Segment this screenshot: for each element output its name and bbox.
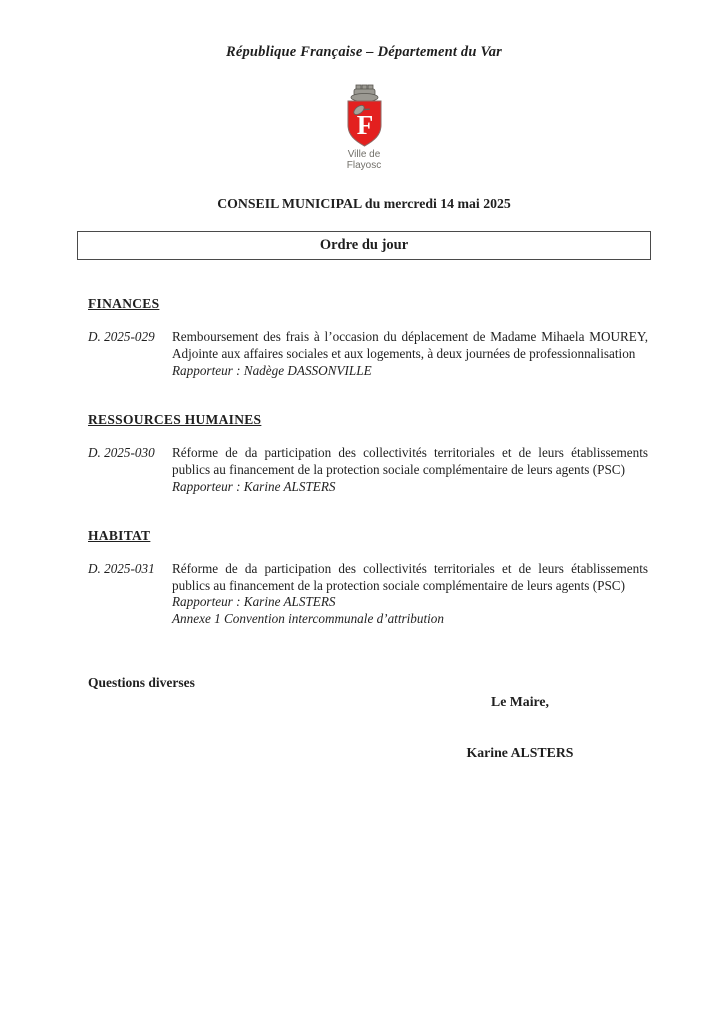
logo-caption-line2: Flayosc [346, 160, 382, 171]
questions-diverses-label: Questions diverses [88, 674, 195, 690]
section-title-habitat: HABITAT [88, 527, 151, 543]
section-title-finances: FINANCES [88, 296, 160, 311]
signature-name: Karine ALSTERS [466, 744, 574, 760]
item-rapporteur: Rapporteur : Karine ALSTERS [172, 594, 336, 610]
crown-icon [351, 85, 378, 102]
item-body [172, 329, 648, 379]
item-rapporteur: Rapporteur : Karine ALSTERS [172, 478, 336, 494]
item-number: D. 2025-030 [88, 445, 155, 461]
agenda-item [88, 561, 648, 628]
agenda-box [77, 231, 651, 260]
item-number: D. 2025-029 [88, 329, 155, 344]
section-title-ressources-humaines: RESSOURCES HUMAINES [88, 412, 262, 428]
item-annexe: Annexe 1 Convention intercommunale d’attribution [172, 611, 444, 627]
flayosc-crest-icon [334, 84, 394, 148]
shield-icon [348, 101, 381, 146]
item-body [172, 561, 648, 628]
logo-caption-line1: Ville de [347, 149, 381, 160]
shield-letter: F [356, 110, 374, 140]
item-text: Réforme de da participation des collectivités territoriales et de leurs établissements publics au financement de la protection sociale complémentaire de leurs agents (PSC) [172, 445, 648, 478]
signature-role: Le Maire, [491, 693, 549, 709]
item-body [172, 445, 648, 495]
item-rapporteur: Rapporteur : Nadège DASSONVILLE [172, 362, 372, 378]
item-text: Remboursement des frais à l’occasion du déplacement de Madame Mihaela MOUREY, Adjointe aux affaires sociales et aux logements, à deux journées de professionnalisation [172, 329, 648, 361]
agenda-item [88, 445, 648, 495]
item-text: Réforme de da participation des collectivités territoriales et de leurs établissements publics au financement de la protection sociale complémentaire de leurs agents (PSC) [172, 560, 648, 593]
agenda-item [88, 329, 648, 379]
city-logo [0, 84, 728, 171]
logo-caption [0, 149, 728, 171]
council-title: CONSEIL MUNICIPAL du mercredi 14 mai 2025 [217, 196, 511, 211]
agenda-box-title: Ordre du jour [319, 237, 409, 253]
item-number: D. 2025-031 [88, 560, 155, 576]
republique-header: République Française – Département du Var [225, 44, 503, 60]
signature-block [380, 693, 660, 761]
